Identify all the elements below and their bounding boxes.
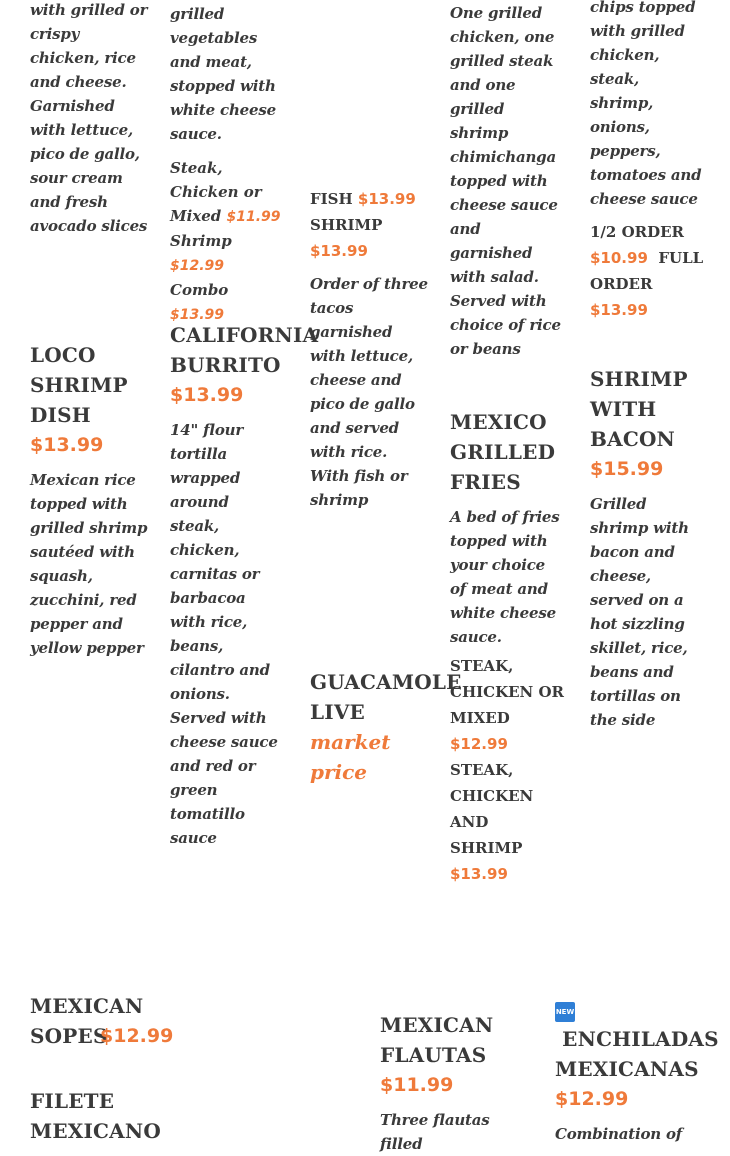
menu-item-title: SHRIMP WITH BACON (590, 367, 688, 451)
menu-item-title: FILETE MEXICANO (30, 1089, 161, 1143)
price: $13.99 (30, 434, 104, 456)
price-option: Steak, Chicken or Mixed $11.99 (170, 159, 281, 225)
menu-item-california-burrito (170, 320, 319, 850)
menu-item-description: Mexican rice topped with grilled shrimp sautéed with squash, zucchini, red pepper and yellow pepper (30, 471, 148, 657)
menu-item-title: MEXICO GRILLED FRIES (450, 410, 556, 494)
price: $13.99 (310, 242, 368, 260)
menu-item-title: ENCHILADAS MEXICANAS (555, 1027, 719, 1081)
menu-item-title: LOCO SHRIMP DISH (30, 343, 128, 427)
menu-item-title: MEXICAN FLAUTAS (380, 1013, 494, 1067)
price: $13.99 (170, 384, 244, 406)
menu-item-description: chips topped with grilled chicken, steak, shrimp, onions, peppers, tomatoes and cheese sauce (590, 0, 702, 208)
menu-item-description: Grilled shrimp with bacon and cheese, served on a hot sizzling skillet, rice, beans and tortillas on the side (590, 495, 689, 729)
menu-item-enchiladas-mexicanas (555, 999, 719, 1146)
new-badge-icon: NEW (555, 1002, 575, 1022)
menu-item-description: grilled vegetables and meat, stopped with white cheese sauce. (170, 5, 276, 143)
price: market price (310, 730, 391, 784)
menu-item-description: with grilled or crispy chicken, rice and cheese. Garnished with lettuce, pico de gallo, sour cream and fresh avocado slices (30, 1, 148, 235)
menu-item-description: Three flautas filled (380, 1111, 490, 1153)
menu-item-description: Combination of (555, 1125, 683, 1143)
price: $15.99 (590, 458, 664, 480)
menu-item-mexican-flautas (380, 1010, 520, 1156)
price-option: 1/2 ORDER $10.99 FULL ORDER $13.99 (590, 223, 704, 319)
price: $11.99 (380, 1074, 454, 1096)
price: $13.99 (450, 865, 508, 883)
menu-item-mexico-grilled-fries (450, 407, 565, 887)
price-option-list (170, 156, 285, 327)
menu-item-title: CALIFORNIA BURRITO (170, 323, 319, 377)
menu-item-title: MEXICAN SOPES (30, 994, 144, 1048)
menu-item-description: 14" flour tortilla wrapped around steak, chicken, carnitas or barbacoa with rice, beans, cilantro and onions. Served with cheese sauce and red or green tomatillo sauce (170, 421, 278, 847)
price: $12.99 (100, 1025, 174, 1047)
price-option-label: SHRIMP (310, 216, 383, 234)
price-option: Shrimp $12.99 (170, 232, 232, 274)
menu-item-guacamole (310, 667, 462, 787)
price-option: FISH $13.99 (310, 190, 416, 208)
price-option-label: STEAK, CHICKEN OR MIXED (450, 657, 565, 727)
price: $12.99 (450, 735, 508, 753)
menu-item-top-col2 (170, 2, 285, 327)
menu-item-shrimp-with-bacon (590, 364, 705, 732)
price: $13.99 (170, 307, 225, 323)
menu-item-description: A bed of fries topped with your choice of meat and white cheese sauce. (450, 508, 560, 646)
menu-item-loco-shrimp (30, 340, 150, 660)
price: $13.99 (357, 190, 416, 208)
price-option-label: STEAK, CHICKEN AND SHRIMP (450, 761, 534, 857)
price: $12.99 (170, 258, 225, 274)
price: $13.99 (590, 301, 648, 319)
menu-item-description: Order of three tacos garnished with lettuce, cheese and pico de gallo and served with rice. With fish or shrimp (310, 275, 428, 509)
price-option: Combo $13.99 (170, 281, 229, 323)
price: $10.99 (590, 249, 648, 267)
menu-item-title: GUACAMOLE LIVE (310, 670, 462, 724)
price: $11.99 (226, 209, 281, 225)
menu-item-fish-shrimp-tacos (310, 186, 428, 512)
menu-item-nachos (590, 0, 705, 323)
menu-item-description: One grilled chicken, one grilled steak and one grilled shrimp chimichanga topped with cheese sauce and garnished with salad. Served with choice of rice or beans (450, 4, 561, 358)
price: $12.99 (555, 1088, 629, 1110)
